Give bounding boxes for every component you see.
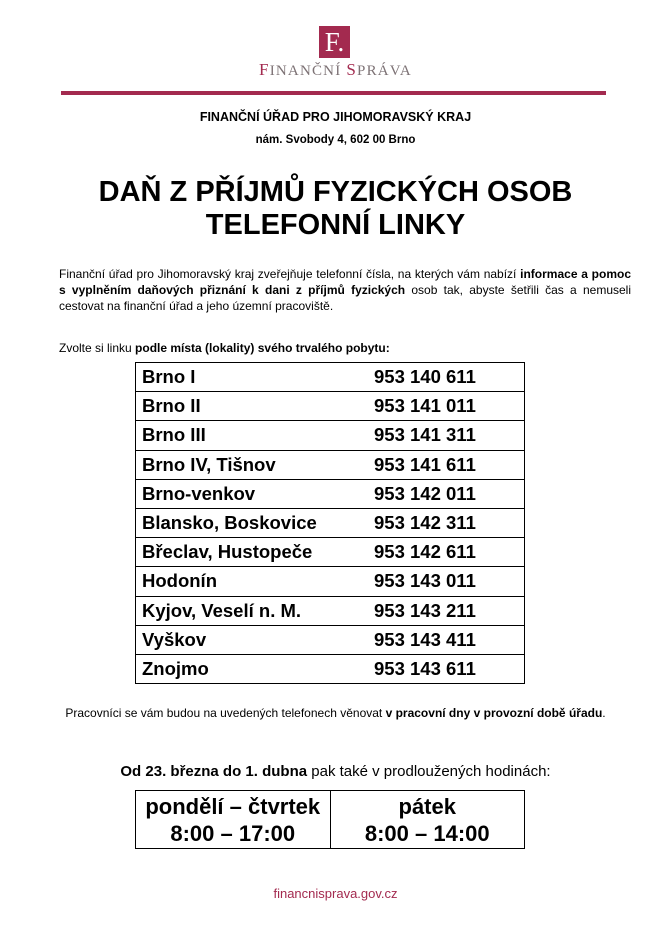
- hours-cell-mon-thu: [136, 791, 331, 849]
- phone-number-cell[interactable]: 953 141 311: [374, 421, 525, 450]
- location-cell: Vyškov: [136, 625, 375, 654]
- phone-number-cell[interactable]: 953 141 611: [374, 450, 525, 479]
- phone-line-row: [136, 567, 525, 596]
- location-cell: Brno II: [136, 392, 375, 421]
- logo-mark: F.: [319, 26, 350, 58]
- office-name: FINANČNÍ ÚŘAD PRO JIHOMORAVSKÝ KRAJ: [199, 110, 472, 124]
- website-link[interactable]: financnisprava.gov.cz: [273, 886, 398, 901]
- phone-number-cell[interactable]: 953 143 211: [374, 596, 525, 625]
- intro-paragraph: [59, 266, 631, 314]
- logo-text-initial-f: F: [259, 60, 270, 79]
- extended-hours-heading: [0, 763, 671, 780]
- phone-number-cell[interactable]: 953 142 011: [374, 479, 525, 508]
- extended-hours-table: [135, 790, 525, 849]
- hours-time: 8:00 – 17:00: [170, 821, 296, 846]
- hours-days: pátek: [398, 794, 456, 819]
- choose-prefix: Zvolte si linku: [59, 341, 136, 355]
- location-cell: Brno III: [136, 421, 375, 450]
- location-cell: Hodonín: [136, 567, 375, 596]
- phone-lines-table: [135, 362, 525, 684]
- note-suffix: .: [602, 706, 606, 720]
- phone-line-row: [136, 538, 525, 567]
- location-cell: Břeclav, Hustopeče: [136, 538, 375, 567]
- choose-bold: podle místa (lokality) svého trvalého pobytu:: [135, 341, 390, 355]
- intro-text: osob tak, abyste šetřili čas a nemuseli cestovat na finanční úřad a jeho územní pracoviště.: [59, 283, 631, 313]
- location-cell: Brno I: [142, 366, 196, 388]
- phone-number-cell[interactable]: 953 143 011: [374, 567, 525, 596]
- phone-line-row: [136, 450, 525, 479]
- phone-number-cell[interactable]: 953 141 011: [374, 392, 525, 421]
- logo-text-initial-s: S: [346, 60, 358, 79]
- hours-time: 8:00 – 14:00: [364, 821, 490, 846]
- location-cell: Brno-venkov: [136, 479, 375, 508]
- phone-line-row: [136, 479, 525, 508]
- choose-line-instruction: [59, 341, 390, 355]
- intro-text-bold: informace a pomoc s vyplněním daňových přiznání k dani z příjmů fyzických: [59, 267, 631, 297]
- phone-line-row: [136, 508, 525, 537]
- extended-text: pak také v prodloužených hodinách:: [307, 763, 551, 780]
- phone-line-row: [136, 392, 525, 421]
- logo-wordmark: [200, 60, 471, 80]
- phone-line-row: [136, 363, 525, 392]
- phone-number-cell[interactable]: 953 140 611: [374, 366, 476, 388]
- header-divider: [61, 91, 606, 95]
- phone-line-row: [136, 654, 525, 683]
- location-cell: Kyjov, Veselí n. M.: [136, 596, 375, 625]
- phone-number-cell[interactable]: 953 143 611: [374, 654, 525, 683]
- title-line-1: DAŇ Z PŘÍJMŮ FYZICKÝCH OSOB: [98, 176, 573, 208]
- note-prefix: Pracovníci se vám budou na uvedených telefonech věnovat: [65, 706, 386, 720]
- working-hours-note: [0, 706, 671, 720]
- logo-text-part: INANČNÍ: [269, 63, 347, 79]
- phone-number-cell[interactable]: 953 142 611: [374, 538, 525, 567]
- hours-days: pondělí – čtvrtek: [145, 794, 321, 819]
- location-cell: Blansko, Boskovice: [136, 508, 375, 537]
- extended-dates: Od 23. března do 1. dubna: [120, 763, 308, 780]
- note-bold: v pracovní dny v provozní době úřadu: [385, 706, 603, 720]
- phone-number-cell[interactable]: 953 142 311: [374, 508, 525, 537]
- location-cell: Znojmo: [136, 654, 375, 683]
- office-address: nám. Svobody 4, 602 00 Brno: [255, 134, 416, 146]
- location-cell: Brno IV, Tišnov: [136, 450, 375, 479]
- phone-line-row: [136, 421, 525, 450]
- page-title: [0, 176, 671, 242]
- hours-row: [136, 791, 525, 849]
- hours-cell-fri: [330, 791, 525, 849]
- phone-line-row: [136, 625, 525, 654]
- intro-text: Finanční úřad pro Jihomoravský kraj zveřejňuje telefonní čísla, na kterých vám nabízí: [59, 267, 521, 281]
- phone-number-cell[interactable]: 953 143 411: [374, 625, 525, 654]
- title-line-2: TELEFONNÍ LINKY: [205, 209, 466, 241]
- logo-text-part: PRÁVA: [357, 63, 412, 79]
- phone-line-row: [136, 596, 525, 625]
